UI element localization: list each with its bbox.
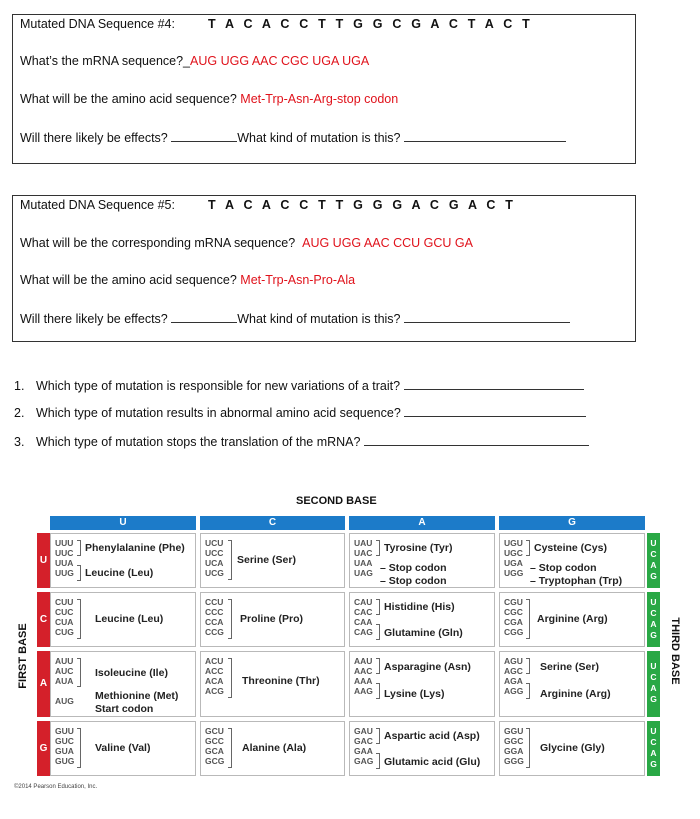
seq5-effects-question: Will there likely be effects? What kind of mutation is this? [20,311,570,326]
bracket [526,658,530,674]
aa-arg-1: Arginine (Arg) [537,613,608,625]
bracket [228,658,232,698]
codons-uc: UCU UCC UCA UCG [205,538,224,578]
aa-stop-1: – Stop codon [380,562,447,574]
bracket [77,540,81,556]
aa-gly: Glycine (Gly) [540,742,605,754]
seq5-mrna-answer: AUG UGG AAC CCU GCU GA [302,236,473,250]
aa-phe: Phenylalanine (Phe) [85,542,185,554]
codons-ua: UAU UAC UAA UAG [354,538,373,578]
second-base-a: A [349,516,495,530]
third-base-row-u: U C A G [647,533,660,588]
aa-ser-2: Serine (Ser) [540,661,599,673]
bracket [77,599,81,639]
codons-ac: ACU ACC ACA ACG [205,656,224,696]
bracket [376,599,380,615]
bracket [526,728,530,768]
seq4-dna: T A C A C C T T G G C G A C T A C T [208,17,533,31]
codons-cu: CUU CUC CUA CUG [55,597,74,637]
bracket [526,683,530,699]
aa-ile: Isoleucine (Ile) [95,667,168,679]
codons-gc: GCU GCC GCA GCG [205,726,225,766]
aa-lys: Lysine (Lys) [384,688,445,700]
codons-uu: UUU UUC UUA UUG [55,538,74,578]
first-base-c: C [37,592,50,647]
bracket [526,540,530,556]
bracket [228,599,232,639]
aa-start: Start codon [95,703,154,715]
bracket [376,658,380,674]
codons-aa: AAU AAC AAA AAG [354,656,373,696]
question-2: 2. Which type of mutation results in abnormal amino acid sequence? [14,405,586,420]
second-base-g: G [499,516,645,530]
copyright: ©2014 Pearson Education, Inc. [14,784,98,790]
seq4-mrna-question: What’s the mRNA sequence?_AUG UGG AAC CGC UGA UGA [20,54,370,68]
third-base-title: THIRD BASE [669,617,681,685]
bracket [376,540,380,556]
seq4-aa-question: What will be the amino acid sequence? Met-Trp-Asn-Arg-stop codon [20,92,399,106]
bracket [228,728,232,768]
aa-stop-3: – Stop codon [530,562,597,574]
first-base-g: G [37,721,50,776]
aa-cys: Cysteine (Cys) [534,542,607,554]
aa-arg-2: Arginine (Arg) [540,688,611,700]
bracket [376,624,380,640]
question-3: 3. Which type of mutation stops the translation of the mRNA? [14,434,589,449]
third-base-row-g: U C A G [647,721,660,776]
aa-met: Methionine (Met) [95,690,179,702]
codons-cc: CCU CCC CCA CCG [205,597,224,637]
aa-gln: Glutamine (Gln) [384,627,463,639]
bracket [228,540,232,580]
aa-stop-2: – Stop codon [380,575,447,587]
seq4-aa-answer: Met-Trp-Asn-Arg-stop codon [240,92,399,106]
question-1: 1. Which type of mutation is responsible for new variations of a trait? [14,378,584,393]
first-base-title: FIRST BASE [17,623,29,689]
aa-pro: Proline (Pro) [240,613,304,625]
codons-ca: CAU CAC CAA CAG [354,597,373,637]
codons-gg: GGU GGC GGA GGG [504,726,524,766]
aa-trp: – Tryptophan (Trp) [530,575,623,587]
seq4-effects-question: Will there likely be effects? What kind of mutation is this? [20,130,566,145]
seq5-dna: T A C A C C T T G G G A C G A C T [208,198,517,212]
codons-ga: GAU GAC GAA GAG [354,726,374,766]
aa-glu: Glutamic acid (Glu) [384,756,481,768]
aa-his: Histidine (His) [384,601,455,613]
first-base-u: U [37,533,50,588]
bracket [376,728,380,744]
seq5-mrna-question: What will be the corresponding mRNA sequence? AUG UGG AAC CCU GCU GA [20,236,473,250]
aa-leu-2: Leucine (Leu) [95,613,164,625]
seq5-aa-answer: Met-Trp-Asn-Pro-Ala [240,273,356,287]
codons-cg: CGU CGC CGA CGG [504,597,524,637]
aa-ala: Alanine (Ala) [242,742,307,754]
bracket [376,683,380,699]
codons-ag: AGU AGC AGA AGG [504,656,524,696]
aa-tyr: Tyrosine (Tyr) [384,542,453,554]
codons-gu: GUU GUC GUA GUG [55,726,75,766]
second-base-title: SECOND BASE [296,495,377,507]
aa-ser-1: Serine (Ser) [237,554,296,566]
third-base-row-a: U C A G [647,651,660,717]
aa-asp: Aspartic acid (Asp) [384,730,480,742]
seq5-aa-question: What will be the amino acid sequence? Met-Trp-Asn-Pro-Ala [20,273,356,287]
first-base-a: A [37,651,50,717]
bracket [77,728,81,768]
second-base-u: U [50,516,196,530]
seq5-label: Mutated DNA Sequence #5: [20,198,175,212]
bracket [526,599,530,639]
bracket [376,753,380,769]
seq4-mrna-answer: AUG UGG AAC CGC UGA UGA [190,54,370,68]
aa-leu-1: Leucine (Leu) [85,567,154,579]
bracket [77,565,81,581]
bracket [77,658,81,687]
third-base-row-c: U C A G [647,592,660,647]
aa-thr: Threonine (Thr) [242,675,320,687]
second-base-c: C [200,516,345,530]
codons-ug: UGU UGC UGA UGG [504,538,524,578]
codons-au: AUU AUC AUA AUG [55,656,74,706]
seq4-label: Mutated DNA Sequence #4: [20,17,175,31]
aa-asn: Asparagine (Asn) [384,661,471,673]
aa-val: Valine (Val) [95,742,151,754]
